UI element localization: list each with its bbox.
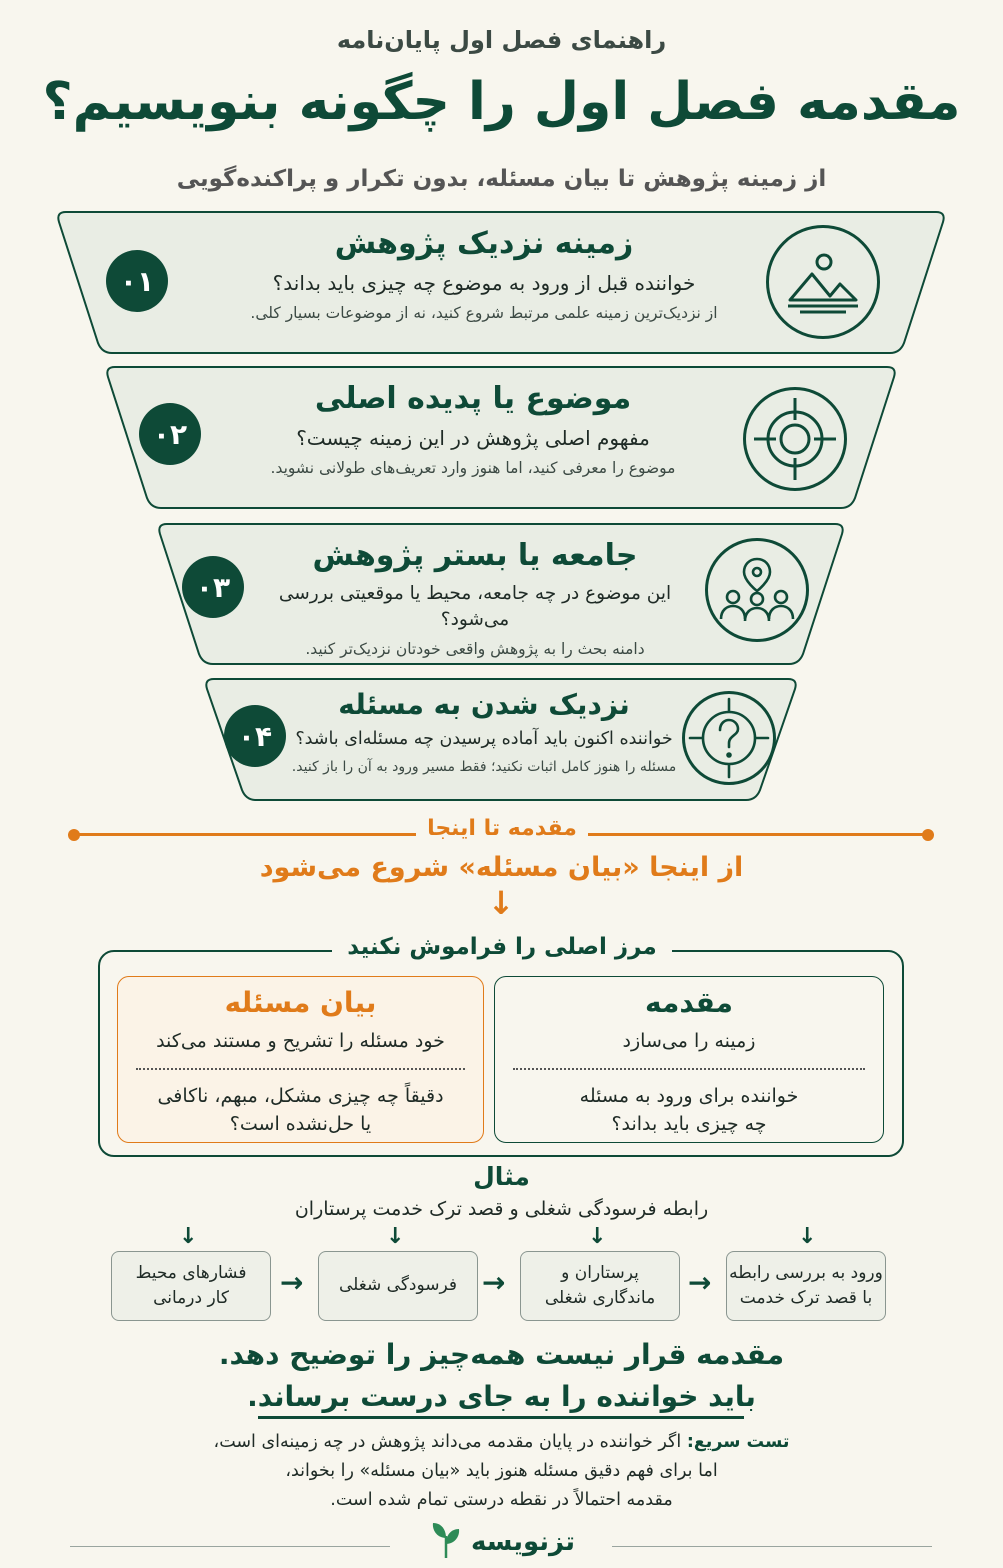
step-question-1: خواننده قبل از ورود به موضوع چه چیزی باید بداند؟ — [272, 271, 696, 295]
quick-test-line3: مقدمه احتمالاً در نقطه درستی تمام شده است. — [330, 1489, 673, 1510]
footer-line-right — [612, 1546, 932, 1547]
problem-start-text: از اینجا «بیان مسئله» شروع می‌شود — [259, 852, 744, 883]
leaf-icon — [429, 1520, 463, 1564]
chain-arrow-1: → — [280, 1266, 304, 1299]
problem-line2b: یا حل‌نشده است؟ — [229, 1113, 372, 1136]
chain-down-arrow-1: ↓ — [179, 1224, 198, 1249]
step-title-1: زمینه نزدیک پژوهش — [334, 226, 634, 261]
landscape-icon — [766, 225, 880, 339]
intro-panel — [494, 976, 884, 1143]
chain-down-arrow-4: ↓ — [798, 1224, 817, 1249]
footer-line-left — [70, 1546, 390, 1547]
boundary-title: مرز اصلی را فراموش نکنید — [332, 934, 672, 960]
step-question-3: این موضوع در چه جامعه، محیط یا موقعیتی بررسی می‌شود؟ — [278, 583, 672, 630]
chain-step-1-line2: کار درمانی — [153, 1288, 229, 1308]
step-number-1: ۰۱ — [106, 250, 168, 312]
question-target-icon — [682, 691, 776, 785]
chain-step-2 — [318, 1251, 478, 1321]
step-note-2: موضوع را معرفی کنید، اما هنوز وارد تعریف‌های طولانی نشوید. — [270, 459, 676, 477]
chain-step-1 — [111, 1251, 271, 1321]
step-card-1 — [54, 210, 948, 355]
chain-step-1-line1: فشارهای محیط — [135, 1262, 247, 1283]
chain-down-arrow-3: ↓ — [588, 1224, 607, 1249]
step-title-2: موضوع یا پدیده اصلی — [314, 381, 632, 416]
divider-line-left — [76, 833, 416, 836]
example-label: مثال — [473, 1162, 530, 1191]
problem-panel — [117, 976, 484, 1143]
quick-test-label: تست سریع: — [686, 1432, 790, 1452]
chain-arrow-2: → — [482, 1266, 506, 1299]
step-card-3 — [155, 522, 847, 666]
page-subtitle: از زمینه پژوهش تا بیان مسئله، بدون تکرار و پراکنده‌گویی — [176, 166, 827, 192]
chain-step-3 — [520, 1251, 680, 1321]
quick-test-line1: اگر خواننده در پایان مقدمه می‌داند پژوهش در چه زمینه‌ای است، — [213, 1432, 682, 1452]
step-note-4: مسئله را هنوز کامل اثبات نکنید؛ فقط مسیر ورود به آن را باز کنید. — [291, 758, 677, 775]
arrow-down-icon: ↓ — [487, 884, 515, 922]
step-number-3: ۰۳ — [182, 556, 244, 618]
chain-step-3-line2: ماندگاری شغلی — [544, 1288, 656, 1308]
kicker: راهنمای فصل اول پایان‌نامه — [336, 26, 667, 54]
intro-heading: مقدمه — [645, 986, 733, 1019]
intro-line2b: چه چیزی باید بداند؟ — [611, 1113, 767, 1136]
step-note-1: از نزدیک‌ترین زمینه علمی مرتبط شروع کنید، نه از موضوعات بسیار کلی. — [250, 304, 718, 322]
page-title: مقدمه فصل اول را چگونه بنویسیم؟ — [42, 72, 961, 132]
step-note-3: دامنه بحث را به پژوهش واقعی خودتان نزدیک‌تر کنید. — [305, 639, 645, 658]
divider-dot-right — [922, 829, 934, 841]
divider-line-right — [588, 833, 926, 836]
emphasis-underline — [258, 1416, 744, 1419]
step-number-4: ۰۴ — [224, 705, 286, 767]
chain-step-4-line2: با قصد ترک خدمت — [739, 1288, 873, 1308]
step-question-2: مفهوم اصلی پژوهش در این زمینه چیست؟ — [296, 426, 650, 450]
chain-step-4-line1: ورود به بررسی رابطه — [729, 1262, 883, 1283]
emphasis-line1: مقدمه قرار نیست همه‌چیز را توضیح دهد. — [218, 1338, 785, 1371]
emphasis-line2: باید خواننده را به جای درست برساند. — [247, 1380, 756, 1413]
step-title-3: جامعه یا بستر پژوهش — [312, 538, 638, 573]
quick-test — [0, 1428, 1003, 1515]
intro-end-label: مقدمه تا اینجا — [427, 816, 577, 841]
step-question-4: خواننده اکنون باید آماده پرسیدن چه مسئله‌ای باشد؟ — [295, 729, 673, 750]
brand-name: تزنویسه — [471, 1527, 575, 1557]
intro-line1: زمینه را می‌سازد — [622, 1030, 756, 1053]
chain-step-4 — [726, 1251, 886, 1321]
chain-down-arrow-2: ↓ — [386, 1224, 405, 1249]
brand — [402, 1520, 602, 1564]
problem-line2a: دقیقاً چه چیزی مشکل، مبهم، ناکافی — [157, 1084, 444, 1107]
people-location-icon — [705, 538, 809, 642]
quick-test-line2: اما برای فهم دقیق مسئله هنوز باید «بیان مسئله» را بخواند، — [285, 1460, 718, 1481]
intro-separator — [513, 1068, 865, 1070]
step-title-4: نزدیک شدن به مسئله — [338, 688, 630, 721]
chain-step-3-line1: پرستاران و — [561, 1262, 639, 1283]
problem-heading: بیان مسئله — [224, 986, 377, 1019]
step-number-2: ۰۲ — [139, 403, 201, 465]
target-icon — [743, 387, 847, 491]
chain-step-2-line1: فرسودگی شغلی — [339, 1275, 458, 1296]
problem-separator — [136, 1068, 465, 1070]
intro-line2a: خواننده برای ورود به مسئله — [579, 1084, 799, 1107]
example-topic: رابطه فرسودگی شغلی و قصد ترک خدمت پرستاران — [294, 1198, 709, 1220]
chain-arrow-3: → — [688, 1266, 712, 1299]
step-card-2 — [103, 365, 899, 510]
problem-line1: خود مسئله را تشریح و مستند می‌کند — [156, 1030, 445, 1053]
step-card-4 — [202, 677, 800, 802]
